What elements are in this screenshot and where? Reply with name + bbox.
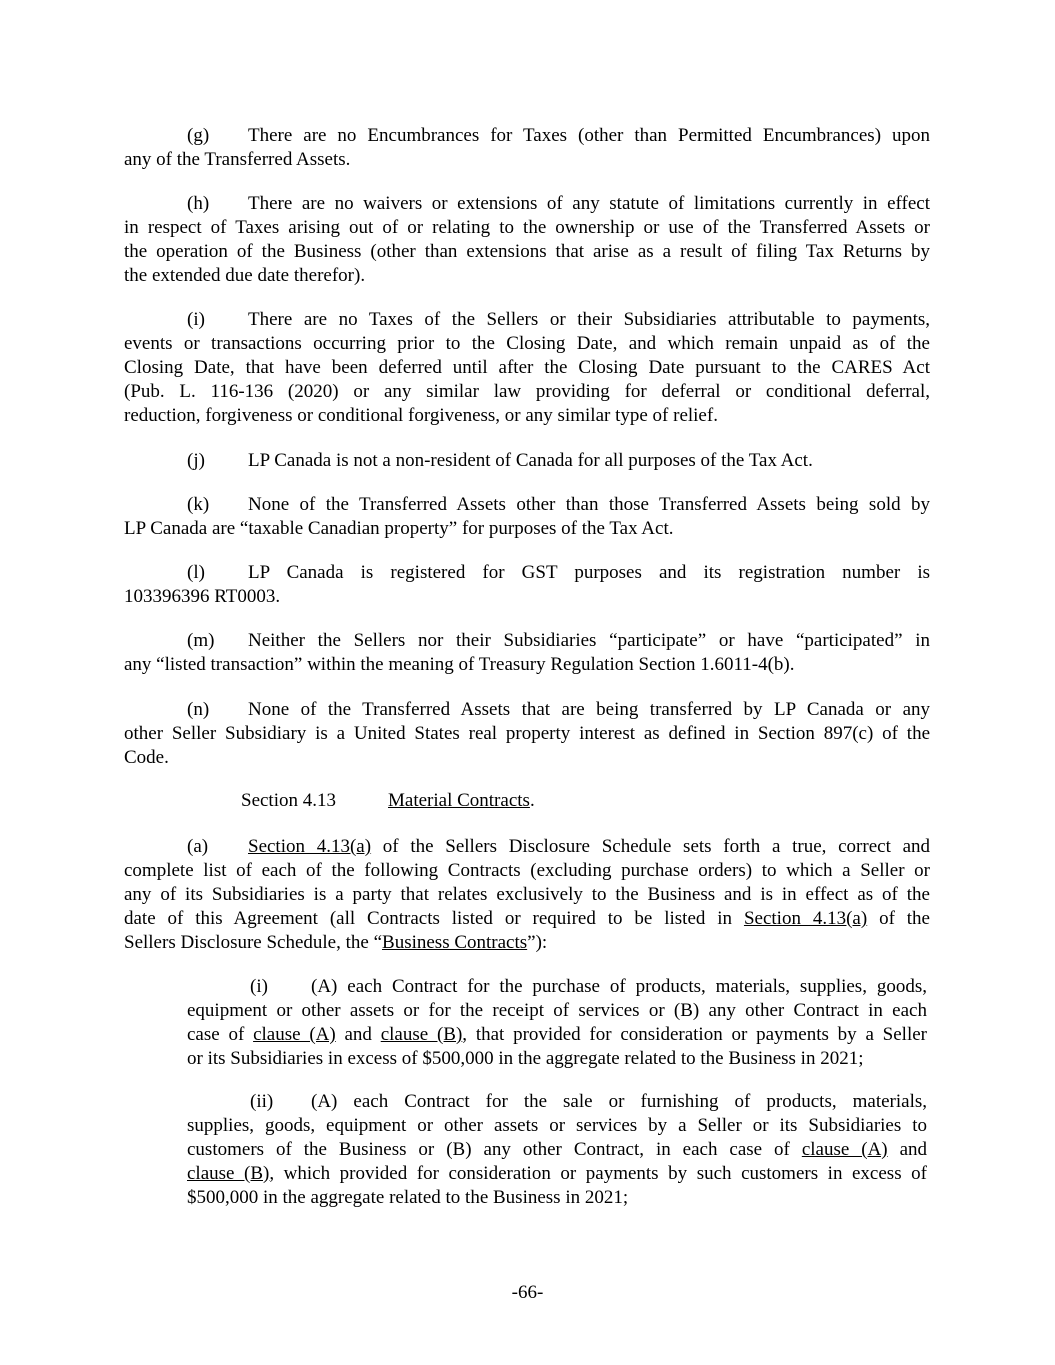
paragraph-k (124, 493, 930, 541)
section-title: Material Contracts (388, 790, 530, 811)
text-run: LP Canada is registered for GST purposes and its registration number is (248, 562, 930, 583)
text-run: (A) each Contract for the purchase of products, materials, supplies, goods, (311, 976, 927, 997)
text-run: the operation of the Business (other than extensions that arise as a result of filing Tax Returns by (124, 241, 930, 262)
defined-term-reference: clause (A) (253, 1024, 336, 1045)
text-run: LP Canada is not a non-resident of Canada for all purposes of the Tax Act. (248, 450, 813, 471)
text-run: the extended due date therefor). (124, 265, 366, 286)
text-line (124, 493, 930, 517)
text-line (124, 192, 930, 216)
text-run: of the (867, 908, 930, 929)
text-line (187, 1186, 927, 1210)
text-line (124, 264, 930, 288)
text-run: $500,000 in the aggregate related to the Business in 2021; (187, 1187, 629, 1208)
text-line (124, 404, 930, 428)
text-line (124, 216, 930, 240)
paragraph-label: (k) (187, 494, 210, 515)
text-run: other Seller Subsidiary is a United States real property interest as defined in Section 897(c) of the (124, 723, 930, 744)
text-run: , that provided for consideration or payments by a Seller (462, 1024, 927, 1045)
defined-term-reference: Business Contracts (382, 932, 528, 953)
defined-term-reference: clause (B) (187, 1163, 270, 1184)
paragraph-label: (i) (250, 976, 268, 997)
text-run: ”): (527, 932, 548, 953)
text-line (124, 308, 930, 332)
paragraph-label: (i) (187, 309, 205, 330)
text-run: reduction, forgiveness or conditional forgiveness, or any similar type of relief. (124, 405, 718, 426)
text-run: customers of the Business or (B) any other Contract, in each case of (187, 1139, 802, 1160)
text-run: None of the Transferred Assets that are being transferred by LP Canada or any (248, 699, 930, 720)
text-run: supplies, goods, equipment or other assets or services by a Seller or its Subsidiaries to (187, 1115, 927, 1136)
paragraph-label: (m) (187, 630, 215, 651)
paragraph-label: (g) (187, 125, 210, 146)
paragraph-label: (h) (187, 193, 210, 214)
text-line (124, 629, 930, 653)
paragraph-a (124, 835, 930, 955)
defined-term-reference: clause (B) (380, 1024, 463, 1045)
paragraph-label: (ii) (250, 1091, 274, 1112)
text-line (124, 835, 930, 859)
text-run: There are no Encumbrances for Taxes (other than Permitted Encumbrances) upon (248, 125, 930, 146)
text-line (124, 517, 930, 541)
text-line (124, 380, 930, 404)
text-line (124, 722, 930, 746)
text-run: , which provided for consideration or payments by such customers in excess of (269, 1163, 927, 1184)
text-run: Sellers Disclosure Schedule, the “ (124, 932, 383, 953)
text-run: There are no waivers or extensions of any statute of limitations currently in effect (248, 193, 930, 214)
text-line (187, 1138, 927, 1162)
text-line (187, 1023, 927, 1047)
text-run: (A) each Contract for the sale or furnishing of products, materials, (311, 1091, 927, 1112)
text-run: 103396396 RT0003. (124, 586, 281, 607)
text-line (124, 931, 930, 955)
text-run: Closing Date, that have been deferred until after the Closing Date pursuant to the CARES Act (124, 357, 930, 378)
text-run: in respect of Taxes arising out of or relating to the ownership or use of the Transferred Assets or (124, 217, 930, 238)
text-run: Neither the Sellers nor their Subsidiaries “participate” or have “participated” in (248, 630, 930, 651)
paragraph-l (124, 561, 930, 609)
section-punct: . (529, 790, 535, 811)
text-run: and (335, 1024, 381, 1045)
text-run: date of this Agreement (all Contracts listed or required to be listed in (124, 908, 744, 929)
text-run: Code. (124, 747, 169, 768)
text-line (187, 975, 927, 999)
text-run: There are no Taxes of the Sellers or their Subsidiaries attributable to payments, (248, 309, 930, 330)
paragraph-i (124, 308, 930, 428)
paragraph-j (124, 449, 930, 473)
text-run: equipment or other assets or for the receipt of services or (B) any other Contract in each (187, 1000, 927, 1021)
page-number: -66- (511, 1282, 544, 1303)
paragraph-label: (a) (187, 836, 209, 857)
text-line (124, 449, 930, 473)
text-run: (Pub. L. 116-136 (2020) or any similar law providing for deferral or conditional deferral, (124, 381, 930, 402)
section-number: Section 4.13 (241, 790, 336, 811)
paragraph-h (124, 192, 930, 288)
text-line (124, 698, 930, 722)
text-run: case of (187, 1024, 254, 1045)
paragraph-label: (l) (187, 562, 205, 583)
paragraph-a-i (187, 975, 927, 1071)
text-line (124, 746, 930, 770)
paragraph-label: (j) (187, 450, 205, 471)
text-run: and (887, 1139, 928, 1160)
text-line (124, 859, 930, 883)
text-line (187, 1047, 927, 1071)
text-line (124, 124, 930, 148)
paragraph-n (124, 698, 930, 770)
text-run: events or transactions occurring prior to the Closing Date, and which remain unpaid as of the (124, 333, 930, 354)
text-line (187, 1090, 927, 1114)
paragraph-a-ii (187, 1090, 927, 1210)
text-line (124, 356, 930, 380)
text-run: None of the Transferred Assets other than those Transferred Assets being sold by (248, 494, 930, 515)
text-run: any of its Subsidiaries is a party that relates exclusively to the Business and is in effect as of the (124, 884, 930, 905)
text-run: of the Sellers Disclosure Schedule sets forth a true, correct and (371, 836, 931, 857)
text-line (124, 561, 930, 585)
text-run: any of the Transferred Assets. (124, 149, 351, 170)
text-run: or its Subsidiaries in excess of $500,000 in the aggregate related to the Business in 2021; (187, 1048, 864, 1069)
defined-term-reference: Section 4.13(a) (248, 836, 372, 857)
paragraph-m (124, 629, 930, 677)
text-line (124, 653, 930, 677)
section-heading (241, 789, 535, 813)
text-line (124, 585, 930, 609)
paragraph-g (124, 124, 930, 172)
defined-term-reference: clause (A) (801, 1139, 888, 1160)
text-line (187, 1114, 927, 1138)
text-run: any “listed transaction” within the meaning of Treasury Regulation Section 1.6011-4(b). (124, 654, 795, 675)
text-line (187, 999, 927, 1023)
text-line (124, 883, 930, 907)
text-line (124, 240, 930, 264)
paragraph-label: (n) (187, 699, 210, 720)
text-line (124, 148, 930, 172)
text-run: LP Canada are “taxable Canadian property” for purposes of the Tax Act. (124, 518, 674, 539)
text-line (124, 332, 930, 356)
text-run: complete list of each of the following Contracts (excluding purchase orders) to which a Seller or (124, 860, 930, 881)
defined-term-reference: Section 4.13(a) (743, 908, 868, 929)
text-line (124, 907, 930, 931)
text-line (187, 1162, 927, 1186)
